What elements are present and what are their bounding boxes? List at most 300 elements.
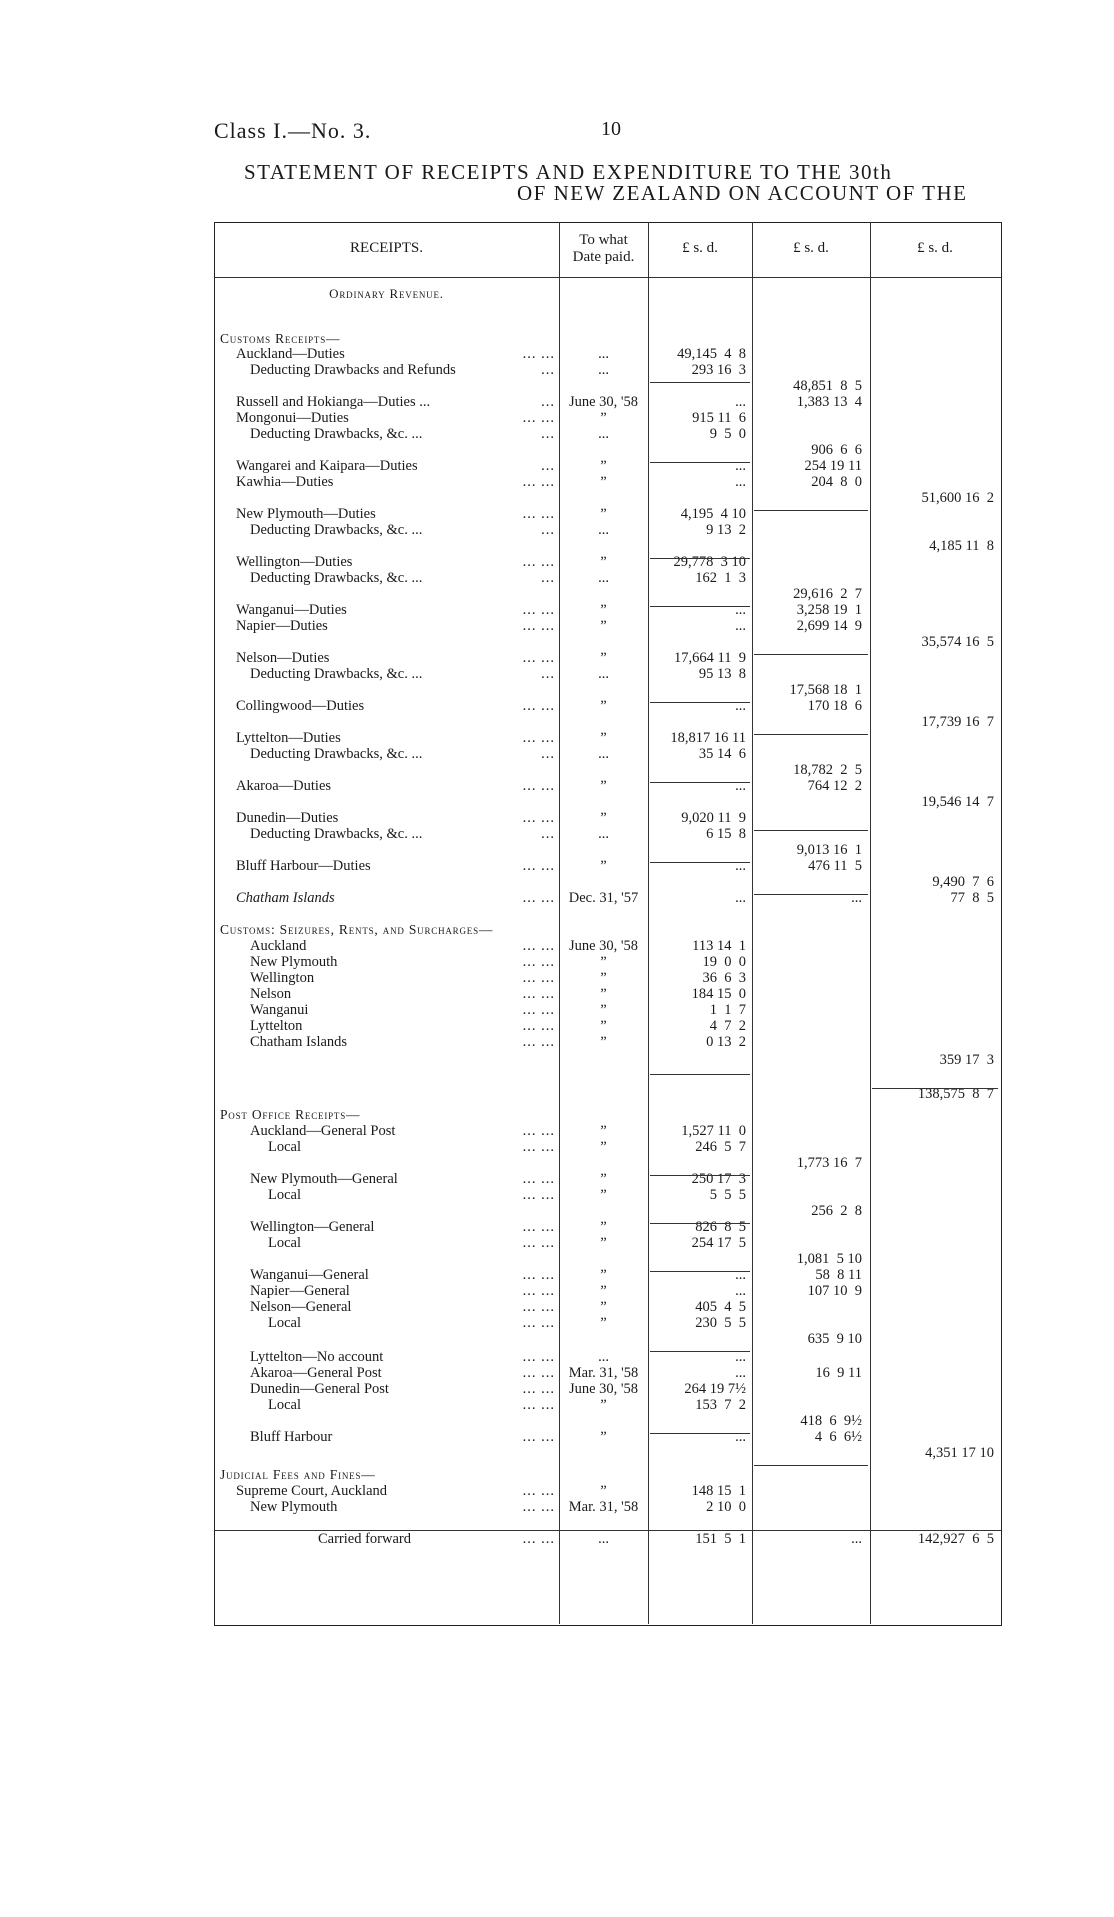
row-label: Wellington—Duties bbox=[236, 554, 353, 570]
row-date: ” bbox=[600, 1283, 607, 1299]
table-row bbox=[0, 1413, 1114, 1429]
row-leader-dots: ... ... bbox=[522, 554, 555, 570]
row-leader-dots: ... ... bbox=[522, 778, 555, 794]
row-amount-2: ... bbox=[851, 1531, 862, 1547]
table-row bbox=[0, 1365, 1114, 1381]
row-amount-2: 2,699 14 9 bbox=[796, 618, 862, 634]
table-row bbox=[0, 1429, 1114, 1445]
row-leader-dots: ... ... bbox=[522, 1187, 555, 1203]
table-row bbox=[0, 778, 1114, 794]
row-leader-dots: ... bbox=[541, 522, 555, 538]
row-date: ” bbox=[600, 986, 607, 1002]
row-amount-1: 293 16 3 bbox=[691, 362, 746, 378]
subtotal-rule bbox=[754, 734, 868, 735]
table-row bbox=[0, 1531, 1114, 1547]
row-amount-1: 1,527 11 0 bbox=[681, 1123, 746, 1139]
row-amount-1: ... bbox=[735, 1267, 746, 1283]
row-leader-dots: ... ... bbox=[522, 1531, 555, 1547]
table-row bbox=[0, 954, 1114, 970]
table-row bbox=[0, 1331, 1114, 1347]
row-label: Judicial Fees and Fines— bbox=[220, 1467, 376, 1482]
row-amount-1: 18,817 16 11 bbox=[670, 730, 746, 746]
subtotal-rule bbox=[650, 782, 750, 783]
row-leader-dots: ... ... bbox=[522, 1397, 555, 1413]
row-label: Deducting Drawbacks, &c. ... bbox=[250, 746, 423, 762]
row-leader-dots: ... ... bbox=[522, 1235, 555, 1251]
row-date: ” bbox=[600, 810, 607, 826]
table-row bbox=[0, 1155, 1114, 1171]
table-row bbox=[0, 618, 1114, 634]
row-leader-dots: ... ... bbox=[522, 1349, 555, 1365]
row-amount-3: 19,546 14 7 bbox=[921, 794, 994, 810]
row-amount-3: 138,575 8 7 bbox=[917, 1086, 994, 1102]
subtotal-rule bbox=[754, 894, 868, 895]
table-row bbox=[0, 1283, 1114, 1299]
row-label: Local bbox=[268, 1235, 302, 1251]
row-leader-dots: ... ... bbox=[522, 1002, 555, 1018]
row-amount-3: 142,927 6 5 bbox=[917, 1531, 994, 1547]
amount-header-1: £ s. d. bbox=[682, 240, 718, 256]
table-row bbox=[0, 1171, 1114, 1187]
table-row bbox=[0, 1034, 1114, 1050]
amount-header-3: £ s. d. bbox=[917, 240, 953, 256]
table-row bbox=[0, 331, 1114, 347]
row-date: June 30, '58 bbox=[568, 938, 639, 954]
table-row bbox=[0, 1483, 1114, 1499]
row-label: Auckland—Duties bbox=[236, 346, 345, 362]
row-amount-1: 95 13 8 bbox=[698, 666, 746, 682]
row-amount-1: 826 8 5 bbox=[695, 1219, 746, 1235]
subtotal-rule bbox=[754, 830, 868, 831]
table-row bbox=[0, 810, 1114, 826]
row-amount-2: 254 19 11 bbox=[804, 458, 862, 474]
row-date: ” bbox=[600, 1315, 607, 1331]
row-amount-2: 418 6 9½ bbox=[800, 1413, 862, 1429]
row-leader-dots: ... ... bbox=[522, 474, 555, 490]
row-amount-1: 250 17 3 bbox=[691, 1171, 746, 1187]
row-amount-1: 162 1 3 bbox=[695, 570, 746, 586]
row-amount-2: 1,081 5 10 bbox=[796, 1251, 862, 1267]
row-amount-2: 107 10 9 bbox=[807, 1283, 862, 1299]
table-row bbox=[0, 1467, 1114, 1483]
row-label: Nelson bbox=[250, 986, 292, 1002]
row-amount-2: 476 11 5 bbox=[808, 858, 862, 874]
table-row bbox=[0, 1315, 1114, 1331]
row-amount-3: 17,739 16 7 bbox=[921, 714, 994, 730]
row-label: Auckland bbox=[250, 938, 307, 954]
row-label: Mongonui—Duties bbox=[236, 410, 349, 426]
table-row bbox=[0, 858, 1114, 874]
row-label: Ordinary Revenue. bbox=[329, 286, 444, 301]
title-line-2: OF NEW ZEALAND ON ACCOUNT OF THE bbox=[517, 181, 968, 205]
row-amount-2: 48,851 8 5 bbox=[793, 378, 862, 394]
row-label: Local bbox=[268, 1315, 302, 1331]
row-date: ... bbox=[598, 826, 609, 842]
subtotal-rule bbox=[650, 862, 750, 863]
row-amount-3: 4,185 11 8 bbox=[929, 538, 994, 554]
row-amount-2: 906 6 6 bbox=[811, 442, 862, 458]
row-amount-1: 151 5 1 bbox=[695, 1531, 746, 1547]
table-row bbox=[0, 746, 1114, 762]
row-label: Akaroa—Duties bbox=[236, 778, 332, 794]
table-row bbox=[0, 1251, 1114, 1267]
row-amount-1: 405 4 5 bbox=[695, 1299, 746, 1315]
row-label: Deducting Drawbacks, &c. ... bbox=[250, 570, 423, 586]
row-date: ” bbox=[600, 970, 607, 986]
row-amount-3: 4,351 17 10 bbox=[925, 1445, 994, 1461]
subtotal-rule bbox=[650, 606, 750, 607]
row-label: New Plymouth—Duties bbox=[236, 506, 376, 522]
table-row bbox=[0, 666, 1114, 682]
row-date: Dec. 31, '57 bbox=[568, 890, 639, 906]
row-date: ” bbox=[600, 1171, 607, 1187]
table-row bbox=[0, 986, 1114, 1002]
row-date: ” bbox=[600, 1139, 607, 1155]
row-amount-2: 1,383 13 4 bbox=[796, 394, 862, 410]
subtotal-rule bbox=[872, 1088, 998, 1089]
row-date: ” bbox=[600, 1483, 607, 1499]
table-row bbox=[0, 1052, 1114, 1068]
row-leader-dots: ... ... bbox=[522, 506, 555, 522]
row-leader-dots: ... ... bbox=[522, 1381, 555, 1397]
title-line-1: STATEMENT OF RECEIPTS AND EXPENDITURE TO THE 30th bbox=[244, 160, 893, 184]
table-row bbox=[0, 1107, 1114, 1123]
row-amount-1: 113 14 1 bbox=[692, 938, 746, 954]
table-row bbox=[0, 1203, 1114, 1219]
row-amount-1: 153 7 2 bbox=[695, 1397, 746, 1413]
row-label: Dunedin—General Post bbox=[250, 1381, 389, 1397]
table-row bbox=[0, 1381, 1114, 1397]
row-leader-dots: ... ... bbox=[522, 730, 555, 746]
table-row bbox=[0, 1499, 1114, 1515]
row-amount-3: 359 17 3 bbox=[939, 1052, 994, 1068]
row-amount-1: 148 15 1 bbox=[691, 1483, 746, 1499]
row-amount-1: ... bbox=[735, 1429, 746, 1445]
table-row bbox=[0, 490, 1114, 506]
row-label: Akaroa—General Post bbox=[250, 1365, 382, 1381]
row-leader-dots: ... ... bbox=[522, 1018, 555, 1034]
row-date: June 30, '58 bbox=[568, 1381, 639, 1397]
table-row bbox=[0, 938, 1114, 954]
row-date: ” bbox=[600, 1034, 607, 1050]
row-amount-1: 17,664 11 9 bbox=[674, 650, 746, 666]
row-leader-dots: ... ... bbox=[522, 1034, 555, 1050]
row-leader-dots: ... ... bbox=[522, 1483, 555, 1499]
row-leader-dots: ... ... bbox=[522, 938, 555, 954]
row-amount-1: 246 5 7 bbox=[695, 1139, 746, 1155]
table-row bbox=[0, 1018, 1114, 1034]
table-row bbox=[0, 602, 1114, 618]
row-label: Napier—Duties bbox=[236, 618, 328, 634]
row-amount-1: 9,020 11 9 bbox=[681, 810, 746, 826]
row-label: Deducting Drawbacks, &c. ... bbox=[250, 666, 423, 682]
row-amount-1: 4 7 2 bbox=[709, 1018, 746, 1034]
row-label: Napier—General bbox=[250, 1283, 350, 1299]
row-label: Local bbox=[268, 1397, 302, 1413]
row-date: ” bbox=[600, 1123, 607, 1139]
row-date: ” bbox=[600, 506, 607, 522]
row-label: New Plymouth bbox=[250, 1499, 338, 1515]
row-amount-1: 230 5 5 bbox=[695, 1315, 746, 1331]
row-date: ” bbox=[600, 730, 607, 746]
row-label: Supreme Court, Auckland bbox=[236, 1483, 388, 1499]
subtotal-rule bbox=[650, 462, 750, 463]
table-row bbox=[0, 570, 1114, 586]
row-leader-dots: ... ... bbox=[522, 602, 555, 618]
row-label: Local bbox=[268, 1187, 302, 1203]
row-leader-dots: ... bbox=[541, 458, 555, 474]
row-leader-dots: ... ... bbox=[522, 1219, 555, 1235]
row-label: Lyttelton—No account bbox=[250, 1349, 384, 1365]
row-label: New Plymouth bbox=[250, 954, 338, 970]
subtotal-rule bbox=[754, 1465, 868, 1466]
row-date: ... bbox=[598, 426, 609, 442]
row-date: June 30, '58 bbox=[568, 394, 639, 410]
row-amount-1: ... bbox=[735, 618, 746, 634]
row-date: ... bbox=[598, 1531, 609, 1547]
row-amount-1: 29,778 3 10 bbox=[673, 554, 746, 570]
table-row bbox=[0, 698, 1114, 714]
row-amount-3: 35,574 16 5 bbox=[921, 634, 994, 650]
table-row bbox=[0, 410, 1114, 426]
table-row bbox=[0, 1299, 1114, 1315]
class-label: Class I.—No. 3. bbox=[214, 118, 372, 143]
table-row bbox=[0, 890, 1114, 906]
row-label: Bluff Harbour bbox=[250, 1429, 333, 1445]
row-amount-2: 764 12 2 bbox=[807, 778, 862, 794]
table-row bbox=[0, 1123, 1114, 1139]
row-date: ” bbox=[600, 1429, 607, 1445]
row-amount-1: ... bbox=[735, 1283, 746, 1299]
row-label: Deducting Drawbacks, &c. ... bbox=[250, 426, 423, 442]
row-label: Nelson—General bbox=[250, 1299, 352, 1315]
row-date: ” bbox=[600, 1299, 607, 1315]
row-amount-1: 5 5 5 bbox=[709, 1187, 746, 1203]
table-row bbox=[0, 286, 1114, 302]
table-row bbox=[0, 842, 1114, 858]
row-amount-1: ... bbox=[735, 394, 746, 410]
subtotal-rule bbox=[650, 382, 750, 383]
row-amount-1: ... bbox=[735, 602, 746, 618]
table-row bbox=[0, 1445, 1114, 1461]
table-row bbox=[0, 1139, 1114, 1155]
row-amount-2: ... bbox=[851, 890, 862, 906]
row-amount-2: 204 8 0 bbox=[811, 474, 862, 490]
row-leader-dots: ... ... bbox=[522, 970, 555, 986]
row-date: ” bbox=[600, 954, 607, 970]
row-date: ... bbox=[598, 522, 609, 538]
row-date: ” bbox=[600, 458, 607, 474]
table-row bbox=[0, 922, 1114, 938]
table-row bbox=[0, 442, 1114, 458]
row-amount-1: ... bbox=[735, 1365, 746, 1381]
row-label: Lyttelton bbox=[250, 1018, 303, 1034]
table-row bbox=[0, 1187, 1114, 1203]
row-leader-dots: ... bbox=[541, 666, 555, 682]
row-leader-dots: ... ... bbox=[522, 1267, 555, 1283]
row-leader-dots: ... ... bbox=[522, 410, 555, 426]
table-row bbox=[0, 714, 1114, 730]
row-amount-2: 4 6 6½ bbox=[814, 1429, 862, 1445]
row-label: Local bbox=[268, 1139, 302, 1155]
row-amount-1: 254 17 5 bbox=[691, 1235, 746, 1251]
row-amount-2: 16 9 11 bbox=[815, 1365, 862, 1381]
row-amount-1: ... bbox=[735, 458, 746, 474]
table-row bbox=[0, 378, 1114, 394]
row-date: ” bbox=[600, 1018, 607, 1034]
table-row bbox=[0, 1349, 1114, 1365]
table-row bbox=[0, 346, 1114, 362]
row-label: Bluff Harbour—Duties bbox=[236, 858, 371, 874]
row-amount-1: ... bbox=[735, 698, 746, 714]
row-leader-dots: ... ... bbox=[522, 698, 555, 714]
row-amount-1: 1 1 7 bbox=[709, 1002, 746, 1018]
row-amount-1: 19 0 0 bbox=[702, 954, 746, 970]
row-amount-1: 9 13 2 bbox=[706, 522, 746, 538]
row-leader-dots: ... ... bbox=[522, 1429, 555, 1445]
row-label: New Plymouth—General bbox=[250, 1171, 398, 1187]
row-amount-3: 9,490 7 6 bbox=[932, 874, 994, 890]
row-amount-2: 256 2 8 bbox=[811, 1203, 862, 1219]
row-date: ” bbox=[600, 410, 607, 426]
row-amount-1: 915 11 6 bbox=[692, 410, 746, 426]
row-amount-1: 4,195 4 10 bbox=[680, 506, 746, 522]
row-amount-2: 29,616 2 7 bbox=[793, 586, 862, 602]
row-amount-2: 635 9 10 bbox=[807, 1331, 862, 1347]
row-amount-1: 6 15 8 bbox=[706, 826, 746, 842]
row-leader-dots: ... ... bbox=[522, 650, 555, 666]
row-date: ... bbox=[598, 1349, 609, 1365]
table-row bbox=[0, 1002, 1114, 1018]
subtotal-rule bbox=[650, 558, 750, 559]
row-amount-2: 170 18 6 bbox=[807, 698, 862, 714]
row-leader-dots: ... bbox=[541, 362, 555, 378]
row-amount-1: 264 19 7½ bbox=[684, 1381, 746, 1397]
row-amount-3: 51,600 16 2 bbox=[921, 490, 994, 506]
row-amount-1: 0 13 2 bbox=[706, 1034, 746, 1050]
row-amount-1: ... bbox=[735, 474, 746, 490]
row-leader-dots: ... ... bbox=[522, 1299, 555, 1315]
subtotal-rule bbox=[650, 702, 750, 703]
table-row bbox=[0, 730, 1114, 746]
table-row bbox=[0, 794, 1114, 810]
row-date: Mar. 31, '58 bbox=[568, 1499, 639, 1515]
row-label: Kawhia—Duties bbox=[236, 474, 334, 490]
page-number: 10 bbox=[601, 118, 621, 140]
row-date: ” bbox=[600, 1002, 607, 1018]
row-date: ... bbox=[598, 666, 609, 682]
table-row bbox=[0, 522, 1114, 538]
row-date: ” bbox=[600, 602, 607, 618]
subtotal-rule bbox=[650, 1351, 750, 1352]
table-row bbox=[0, 458, 1114, 474]
row-date: ... bbox=[598, 570, 609, 586]
row-leader-dots: ... ... bbox=[522, 1139, 555, 1155]
row-leader-dots: ... ... bbox=[522, 1315, 555, 1331]
row-label: Nelson—Duties bbox=[236, 650, 330, 666]
row-date: ” bbox=[600, 1397, 607, 1413]
row-amount-1: ... bbox=[735, 890, 746, 906]
row-amount-2: 1,773 16 7 bbox=[796, 1155, 862, 1171]
table-row bbox=[0, 538, 1114, 554]
subtotal-rule bbox=[650, 1074, 750, 1075]
row-amount-1: 35 14 6 bbox=[698, 746, 746, 762]
subtotal-rule bbox=[650, 1271, 750, 1272]
row-amount-2: 3,258 19 1 bbox=[796, 602, 862, 618]
row-leader-dots: ... ... bbox=[522, 346, 555, 362]
carried-forward-rule bbox=[214, 1530, 1001, 1531]
row-label: Dunedin—Duties bbox=[236, 810, 339, 826]
row-label: Wellington—General bbox=[250, 1219, 375, 1235]
row-leader-dots: ... bbox=[541, 394, 555, 410]
row-date: ” bbox=[600, 650, 607, 666]
row-label: Wanganui bbox=[250, 1002, 309, 1018]
table-row bbox=[0, 826, 1114, 842]
subtotal-rule bbox=[650, 1223, 750, 1224]
row-label: Deducting Drawbacks, &c. ... bbox=[250, 826, 423, 842]
row-label: Russell and Hokianga—Duties ... bbox=[236, 394, 431, 410]
row-label: Deducting Drawbacks, &c. ... bbox=[250, 522, 423, 538]
row-label: Chatham Islands bbox=[250, 1034, 348, 1050]
table-row bbox=[0, 1219, 1114, 1235]
row-amount-2: 18,782 2 5 bbox=[793, 762, 862, 778]
table-row bbox=[0, 474, 1114, 490]
row-date: ” bbox=[600, 858, 607, 874]
row-date: ” bbox=[600, 474, 607, 490]
row-label: Chatham Islands bbox=[236, 890, 335, 906]
row-amount-2: 58 8 11 bbox=[815, 1267, 862, 1283]
row-amount-1: 36 6 3 bbox=[702, 970, 746, 986]
amount-header-2: £ s. d. bbox=[793, 240, 829, 256]
row-label: Auckland—General Post bbox=[250, 1123, 396, 1139]
row-leader-dots: ... ... bbox=[522, 618, 555, 634]
table-row bbox=[0, 394, 1114, 410]
table-row bbox=[0, 970, 1114, 986]
row-label: Lyttelton—Duties bbox=[236, 730, 341, 746]
row-label: Wellington bbox=[250, 970, 315, 986]
row-date: ... bbox=[598, 746, 609, 762]
row-amount-2: 9,013 16 1 bbox=[796, 842, 862, 858]
row-label: Post Office Receipts— bbox=[220, 1107, 361, 1122]
row-leader-dots: ... bbox=[541, 746, 555, 762]
row-date: Mar. 31, '58 bbox=[568, 1365, 639, 1381]
table-row bbox=[0, 426, 1114, 442]
table-row bbox=[0, 650, 1114, 666]
receipts-column-header: RECEIPTS. bbox=[350, 240, 423, 256]
table-row bbox=[0, 634, 1114, 650]
row-amount-1: ... bbox=[735, 778, 746, 794]
row-amount-1: ... bbox=[735, 1349, 746, 1365]
row-date: ... bbox=[598, 362, 609, 378]
row-leader-dots: ... bbox=[541, 426, 555, 442]
row-leader-dots: ... bbox=[541, 570, 555, 586]
row-date: ” bbox=[600, 1187, 607, 1203]
table-row bbox=[0, 1397, 1114, 1413]
date-header-line-2: Date paid. bbox=[572, 249, 635, 265]
row-leader-dots: ... ... bbox=[522, 890, 555, 906]
row-date: ” bbox=[600, 554, 607, 570]
table-row bbox=[0, 506, 1114, 522]
row-date: ” bbox=[600, 1219, 607, 1235]
row-amount-1: ... bbox=[735, 858, 746, 874]
table-row bbox=[0, 1235, 1114, 1251]
table-row bbox=[0, 586, 1114, 602]
row-leader-dots: ... ... bbox=[522, 954, 555, 970]
row-leader-dots: ... ... bbox=[522, 986, 555, 1002]
subtotal-rule bbox=[650, 1175, 750, 1176]
row-label: Deducting Drawbacks and Refunds bbox=[250, 362, 456, 378]
row-amount-1: 2 10 0 bbox=[706, 1499, 746, 1515]
